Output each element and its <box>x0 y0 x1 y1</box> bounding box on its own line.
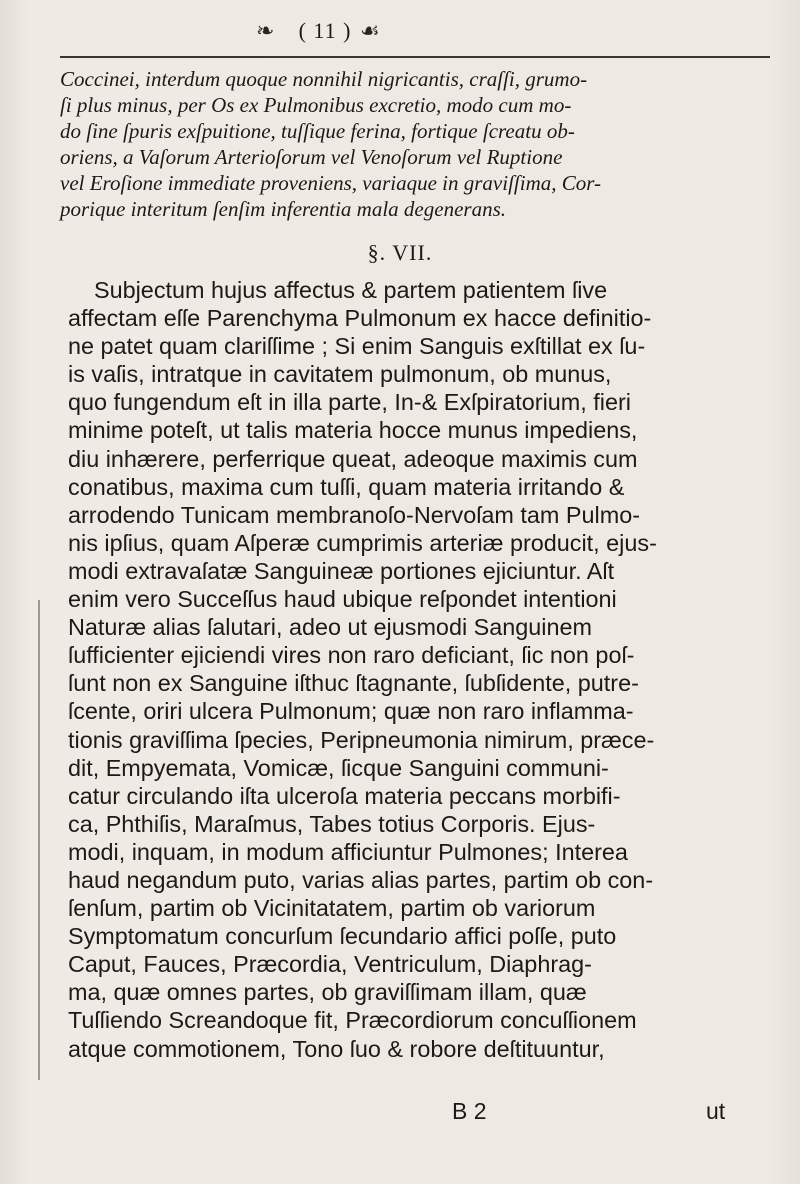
text-line: modi extravaſatæ Sanguineæ portiones ejiciuntur. Aſt <box>68 557 615 584</box>
text-line: oriens, a Vaſorum Arterioſorum vel Venoſorum vel Ruptione <box>60 145 563 169</box>
text-line: conatibus, maxima cum tuſſi, quam materia irritando & <box>68 473 625 500</box>
text-line: quo fungendum eſt in illa parte, In-& Exſpiratorium, fieri <box>68 389 631 416</box>
text-line: Symptomatum concurſum ſecundario affici poſſe, puto <box>68 923 617 950</box>
text-line: Tuſſiendo Screandoque fit, Præcordiorum concuſſionem <box>68 1007 637 1034</box>
text-line: vel Eroſione immediate proveniens, variaque in graviſſima, Cor- <box>60 171 602 195</box>
text-line: ſcente, oriri ulcera Pulmonum; quæ non raro inflamma- <box>68 698 634 725</box>
text-line: arrodendo Tunicam membranoſo-Nervoſam tam Pulmo- <box>68 501 640 528</box>
text-line: Naturæ alias ſalutari, adeo ut ejusmodi Sanguinem <box>68 614 592 641</box>
text-line: ca, Phthiſis, Maraſmus, Tabes totius Corporis. Ejus- <box>68 810 596 837</box>
text-line: haud negandum puto, varias alias partes, partim ob con- <box>68 866 654 893</box>
text-line: ſi plus minus, per Os ex Pulmonibus excretio, modo cum mo- <box>60 93 572 117</box>
body-paragraph <box>68 276 780 1063</box>
text-line: ſufficienter ejiciendi vires non raro deficiant, ſic non poſ- <box>68 642 635 669</box>
section-heading: §. VII. <box>367 240 433 265</box>
text-line: dit, Empyemata, Vomicæ, ſicque Sanguini communi- <box>68 754 609 781</box>
text-line: affectam eſſe Parenchyma Pulmonum ex hacce definitio- <box>68 305 652 332</box>
gutter-shadow <box>38 600 40 1080</box>
text-line: Caput, Fauces, Præcordia, Ventriculum, Diaphrag- <box>68 951 592 978</box>
text-line: ſunt non ex Sanguine iſthuc ſtagnante, ſubſidente, putre- <box>68 670 639 697</box>
text-line: enim vero Succeſſus haud ubique reſpondet intentioni <box>68 586 617 613</box>
text-line: do ſine ſpuris exſpuitione, tuſſique ferina, fortique ſcreatu ob- <box>60 119 575 143</box>
text-line: modi, inquam, in modum afficiuntur Pulmones; Interea <box>68 838 628 865</box>
text-line: ma, quæ omnes partes, ob graviſſimam illam, quæ <box>68 979 587 1006</box>
text-line: ſenſum, partim ob Vicinitatatem, partim ob variorum <box>68 895 596 922</box>
text-line: porique interitum ſenſim inferentia mala degenerans. <box>60 197 506 221</box>
page-number: ( 11 ) <box>298 18 352 43</box>
page-header <box>0 6 800 58</box>
text-line: ne patet quam clariſſime ; Si enim Sanguis exſtillat ex ſu- <box>68 333 646 360</box>
page-footer <box>0 1098 800 1124</box>
text-line: diu inhærere, perferrique queat, adeoque maximis cum <box>68 445 638 472</box>
text-line: atque commotionem, Tono ſuo & robore deſtituuntur, <box>68 1035 605 1062</box>
text-line: Subjectum hujus affectus & partem patientem ſive <box>68 277 608 303</box>
header-rule <box>60 56 770 58</box>
text-line: minime poteſt, ut talis materia hocce munus impediens, <box>68 417 638 444</box>
catchword: ut <box>706 1098 726 1124</box>
text-line: Coccinei, interdum quoque nonnihil nigricantis, craſſi, grumo- <box>60 67 588 91</box>
text-line: tionis graviſſima ſpecies, Peripneumonia nimirum, præce- <box>68 726 655 753</box>
right-ornament-icon: ☙ <box>360 18 380 43</box>
italic-definition-paragraph <box>60 66 775 222</box>
text-line: is vaſis, intratque in cavitatem pulmonum, ob munus, <box>68 361 612 388</box>
text-line: nis ipſius, quam Aſperæ cumprimis arteriæ producit, ejus- <box>68 529 657 556</box>
signature-mark: B 2 <box>452 1098 487 1124</box>
text-line: catur circulando iſta ulceroſa materia peccans morbifi- <box>68 782 621 809</box>
left-ornament-icon: ❧ <box>256 18 275 43</box>
